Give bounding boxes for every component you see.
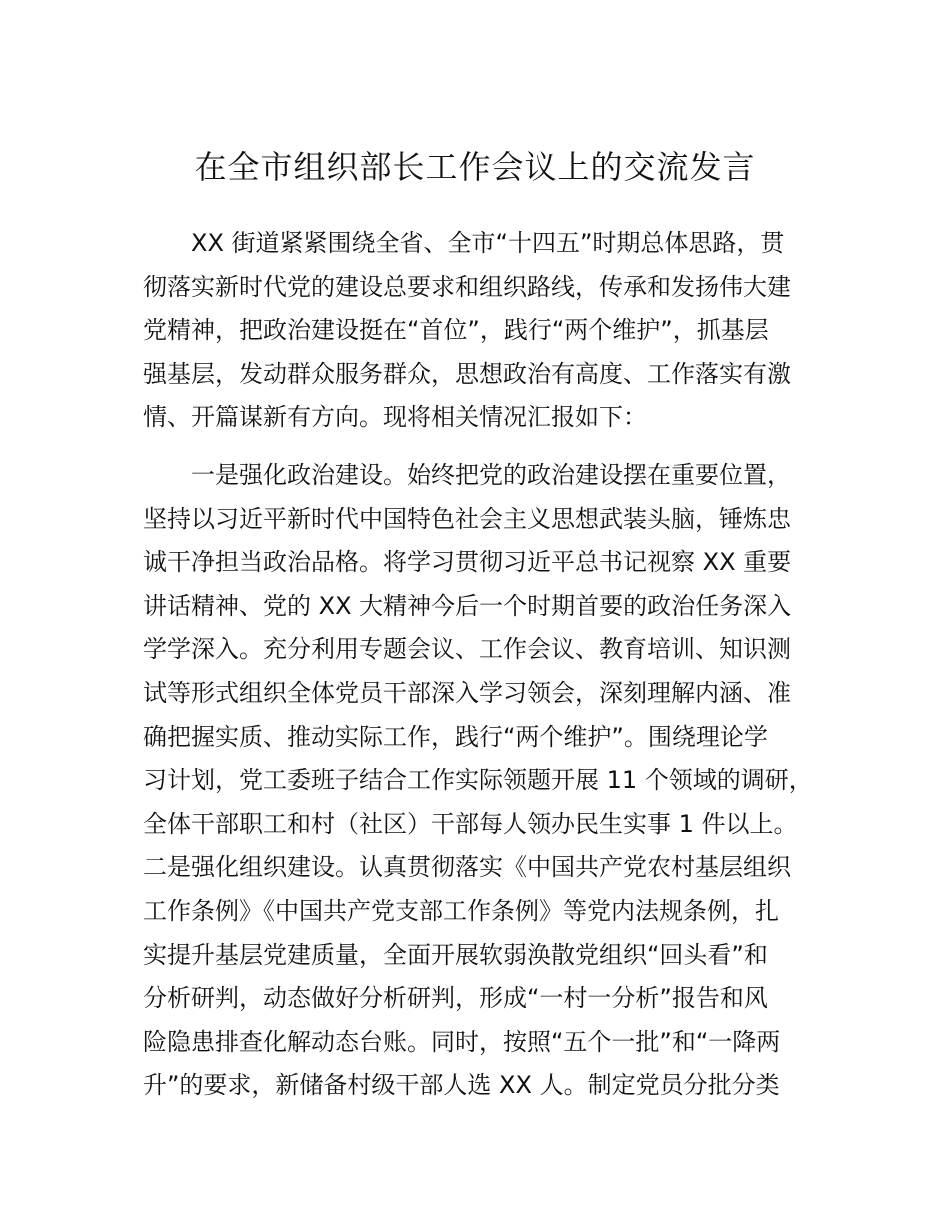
paragraph-intro: [143, 222, 823, 440]
document-body: [143, 222, 823, 1108]
text-line: 一是强化政治建设。始终把党的政治建设摆在重要位置，: [191, 460, 791, 489]
text-line: 讲话精神、党的 XX 大精神今后一个时期首要的政治任务深入: [143, 591, 792, 620]
text-line: 二是强化组织建设。认真贯彻落实《中国共产党农村基层组织: [143, 853, 791, 882]
document-title: 在全市组织部长工作会议上的交流发言: [194, 148, 756, 186]
text-line: 分析研判，动态做好分析研判，形成“一村一分析”报告和风: [143, 984, 768, 1013]
text-line: 强基层，发动群众服务群众，思想政治有高度、工作落实有激: [143, 359, 791, 388]
text-line: 习计划，党工委班子结合工作实际领题开展 11 个领域的调研，: [143, 766, 813, 795]
text-line: 全体干部职工和村（社区）干部每人领办民生实事 1 件以上。: [143, 809, 798, 838]
text-line: 工作条例》《中国共产党支部工作条例》等党内法规条例，扎: [143, 896, 779, 925]
text-line: 升”的要求，新储备村级干部人选 XX 人。制定党员分批分类: [143, 1071, 780, 1100]
text-line: 险隐患排查化解动态台账。同时，按照“五个一批”和“一降两: [143, 1027, 781, 1056]
text-line: 学学深入。充分利用专题会议、工作会议、教育培训、知识测: [143, 635, 791, 664]
text-line: 试等形式组织全体党员干部深入学习领会，深刻理解内涵、准: [143, 678, 791, 707]
text-line: 坚持以习近平新时代中国特色社会主义思想武装头脑，锤炼忠: [143, 504, 791, 533]
text-line: 彻落实新时代党的建设总要求和组织路线，传承和发扬伟大建: [143, 272, 791, 301]
text-line: 情、开篇谋新有方向。现将相关情况汇报如下：: [143, 403, 647, 432]
text-line: XX 街道紧紧围绕全省、全市“十四五”时期总体思路，贯: [191, 229, 785, 257]
text-line: 确把握实质、推动实际工作，践行“两个维护”。围绕理论学: [143, 722, 768, 751]
text-line: 党精神，把政治建设挺在“首位”，践行“两个维护”，抓基层: [143, 316, 769, 345]
text-line: 实提升基层党建质量，全面开展软弱涣散党组织“回头看”和: [143, 940, 768, 969]
text-line: 诚干净担当政治品格。将学习贯彻习近平总书记视察 XX 重要: [143, 548, 792, 577]
paragraph-political-construction: [143, 454, 823, 1108]
